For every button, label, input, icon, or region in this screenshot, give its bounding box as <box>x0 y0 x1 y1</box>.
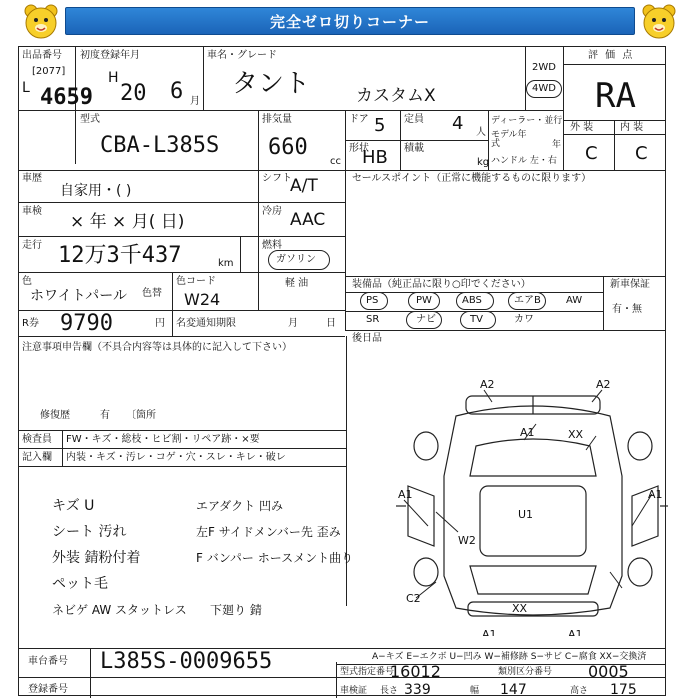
ext-label: 外 装 <box>570 122 594 133</box>
cap-unit: 人 <box>476 127 486 138</box>
fuel-light: 軽 油 <box>285 278 309 289</box>
drive-2wd: 2WD <box>532 62 556 73</box>
divider <box>62 430 63 466</box>
shift-label: シフト <box>262 173 292 184</box>
banner-title: 完全ゼロ切りコーナー <box>65 7 635 35</box>
divider <box>90 648 91 698</box>
bear-mascot-icon <box>22 3 60 41</box>
divider <box>18 170 666 171</box>
car-damage-diagram <box>396 376 668 636</box>
lot-number: 4659 <box>40 85 93 110</box>
new-car-label: 新車保証 <box>610 279 650 290</box>
cap-label: 定員 <box>404 114 424 125</box>
divider <box>18 448 346 449</box>
equip-circle <box>460 311 496 329</box>
comment-line: ネビゲ AW スタットレス <box>52 603 187 617</box>
comment-line-right: F バンパー ホースメント曲り <box>196 551 354 565</box>
equip-circle <box>508 292 546 310</box>
equip-abs: ABS <box>462 295 482 306</box>
equip-circle <box>406 311 442 329</box>
color-label: 色 <box>22 276 32 287</box>
first-reg-era: H <box>108 70 119 86</box>
first-reg-unit: 月 <box>190 96 200 107</box>
divider <box>345 330 666 331</box>
handle-label: ハンドル 左・右 <box>491 156 557 166</box>
model-year-label: モデル年式 <box>491 130 527 149</box>
recycle-unit: 円 <box>155 318 165 329</box>
length-value: 339 <box>404 682 431 698</box>
disp-unit: cc <box>330 156 341 167</box>
color-code-label: 色コード <box>176 276 216 287</box>
name-change-label: 名変通知期限 <box>176 318 236 329</box>
comment-line-right: 下廻り 錆 <box>210 603 262 617</box>
ac-label: 冷房 <box>262 206 282 217</box>
svg-text:U1: U1 <box>518 508 534 521</box>
grade: カスタムX <box>356 86 436 106</box>
type-label: 型式 <box>80 114 100 125</box>
dealer-label: ディーラー・並行 <box>491 116 563 126</box>
width-value: 147 <box>500 682 527 698</box>
load-unit: kg <box>477 157 490 168</box>
divider <box>18 466 346 467</box>
history-value: 自家用・( ) <box>60 183 132 199</box>
divider <box>203 46 204 110</box>
divider <box>336 662 337 698</box>
chassis-label: 車台番号 <box>28 656 68 667</box>
equip-ps: PS <box>366 295 379 306</box>
repair-label: 修復歴 <box>40 410 70 421</box>
disp-value: 660 <box>268 135 308 160</box>
svg-text:W2: W2 <box>458 534 476 547</box>
divider <box>258 110 259 170</box>
model-year-unit: 年 <box>552 140 562 150</box>
class-value: 0005 <box>588 662 629 681</box>
svg-text:A1: A1 <box>520 426 535 439</box>
divider <box>18 202 345 203</box>
equip-circle <box>408 292 440 310</box>
writer-items: 内装・キズ・汚レ・コゲ・穴・スレ・キレ・破レ <box>66 452 286 463</box>
divider <box>258 272 259 310</box>
type-cert-value: 16012 <box>390 662 441 681</box>
svg-text:A1: A1 <box>398 488 413 501</box>
fuel-gas: ガソリン <box>276 254 316 265</box>
lot-prefix: L <box>22 80 30 96</box>
sales-label: セールスポイント（正常に機能するものに限ります） <box>352 173 592 184</box>
new-car-value: 有・無 <box>612 304 642 315</box>
shift-value: A/T <box>290 176 318 196</box>
reg-label: 登録番号 <box>28 684 68 695</box>
lot-label: 出品番号 <box>22 50 62 61</box>
mileage-value: 12万3千437 <box>58 243 182 268</box>
svg-text:A2: A2 <box>480 378 495 391</box>
int-label: 内 装 <box>620 122 644 133</box>
first-reg-label: 初度登録年月 <box>80 50 140 61</box>
divider <box>18 110 563 111</box>
divider <box>18 430 346 431</box>
int-grade: C <box>635 143 648 164</box>
inspector-items: FW・キズ・総枝・ヒビ割・リペア跡・×要 <box>66 434 260 445</box>
eval-label: 評 価 点 <box>588 50 635 61</box>
lot-sub: [2077] <box>32 66 66 77</box>
model-name-label: 車名・グレード <box>207 50 277 61</box>
notes-label: 注意事項申告欄（不具合内容等は具体的に記入して下さい） <box>22 342 292 353</box>
divider <box>240 236 241 272</box>
svg-text:A1: A1 <box>482 628 497 636</box>
divider <box>563 64 666 65</box>
chassis-value: L385S-0009655 <box>100 649 273 674</box>
equip-aw: AW <box>566 295 583 306</box>
first-reg-year: 20 <box>120 81 147 106</box>
doors-label: ドア <box>349 114 369 125</box>
equip-pw: PW <box>416 295 432 306</box>
shape-value: HB <box>362 147 388 168</box>
equip-airbag: エアB <box>514 295 541 306</box>
comment-line-right: 左F サイドメンバー先 歪み <box>196 525 341 539</box>
divider <box>18 272 345 273</box>
bear-mascot-icon <box>640 3 678 41</box>
equip-circle <box>456 292 494 310</box>
equip-label: 装備品（純正品に限り○印でください） <box>352 279 531 290</box>
cap-value: 4 <box>452 113 464 134</box>
height-label: 高さ <box>570 686 589 696</box>
svg-text:C2: C2 <box>406 592 421 605</box>
inspection-label: 車検 <box>22 206 42 217</box>
equip-sr: SR <box>366 314 380 325</box>
divider <box>258 170 259 272</box>
fuel-label: 燃料 <box>262 240 282 251</box>
color-change-label: 色替 <box>142 288 162 299</box>
svg-text:A2: A2 <box>596 378 611 391</box>
divider <box>18 336 345 337</box>
model-name: タント <box>232 69 311 99</box>
comment-line: 外装 錆粉付着 <box>52 550 141 566</box>
height-value: 175 <box>610 682 637 698</box>
doors-value: 5 <box>374 115 386 136</box>
recycle-value: 9790 <box>60 311 113 336</box>
inspection-value: × 年 × 月( 日) <box>70 212 185 232</box>
repair-value: 有 <box>100 410 110 421</box>
divider <box>18 236 345 237</box>
equip-tv: TV <box>470 314 483 325</box>
comment-line: シート 汚れ <box>52 524 127 540</box>
type-cert-label: 型式指定番号 <box>340 667 395 677</box>
divider <box>603 276 604 330</box>
svg-text:XX: XX <box>568 428 584 441</box>
shape-label: 形状 <box>349 143 369 154</box>
load-label: 積載 <box>404 143 424 154</box>
mileage-label: 走行 <box>22 240 42 251</box>
comment-line-right: エアダクト 凹み <box>196 499 283 513</box>
eval-score: RA <box>595 76 636 116</box>
ac-value: AAC <box>290 210 326 230</box>
divider <box>614 120 615 170</box>
svg-text:A1: A1 <box>568 628 583 636</box>
divider <box>345 170 346 330</box>
first-reg-month: 6 <box>170 79 184 104</box>
legend-text: A−キズ E−エクボ U−凹み W−補修跡 S−サビ C−腐食 XX−交換済 <box>372 652 647 662</box>
equip-leather: カワ <box>514 314 534 325</box>
mileage-unit: km <box>218 258 234 269</box>
divider <box>525 46 526 110</box>
color-value: ホワイトパール <box>30 288 128 304</box>
divider <box>172 272 173 336</box>
equip-circle <box>360 292 388 310</box>
color-code-value: W24 <box>184 290 221 309</box>
disp-label: 排気量 <box>262 114 292 125</box>
history-label: 車歴 <box>22 173 42 184</box>
type-value: CBA-L385S <box>100 133 220 158</box>
repair-parts: 〔箇所 <box>126 410 156 421</box>
class-label: 類別区分番号 <box>498 667 553 677</box>
comment-line: ペット毛 <box>52 576 108 592</box>
post-label: 後日品 <box>352 333 382 344</box>
svg-text:A1: A1 <box>648 488 663 501</box>
equip-navi: ナビ <box>416 314 436 325</box>
recycle-label: R券 <box>22 318 39 329</box>
dims-label: 車検証 <box>340 686 368 696</box>
name-change-day: 日 <box>326 318 336 329</box>
divider <box>345 276 666 277</box>
length-label: 長さ <box>380 686 399 696</box>
drive-4wd: 4WD <box>532 83 556 94</box>
name-change-month: 月 <box>288 318 298 329</box>
svg-text:XX: XX <box>512 602 528 615</box>
comment-line: キズ U <box>52 498 95 514</box>
writer-label: 記入欄 <box>22 452 52 463</box>
inspector-label: 検査員 <box>22 434 52 445</box>
divider <box>345 140 488 141</box>
ext-grade: C <box>585 143 598 164</box>
width-label: 幅 <box>470 686 480 696</box>
